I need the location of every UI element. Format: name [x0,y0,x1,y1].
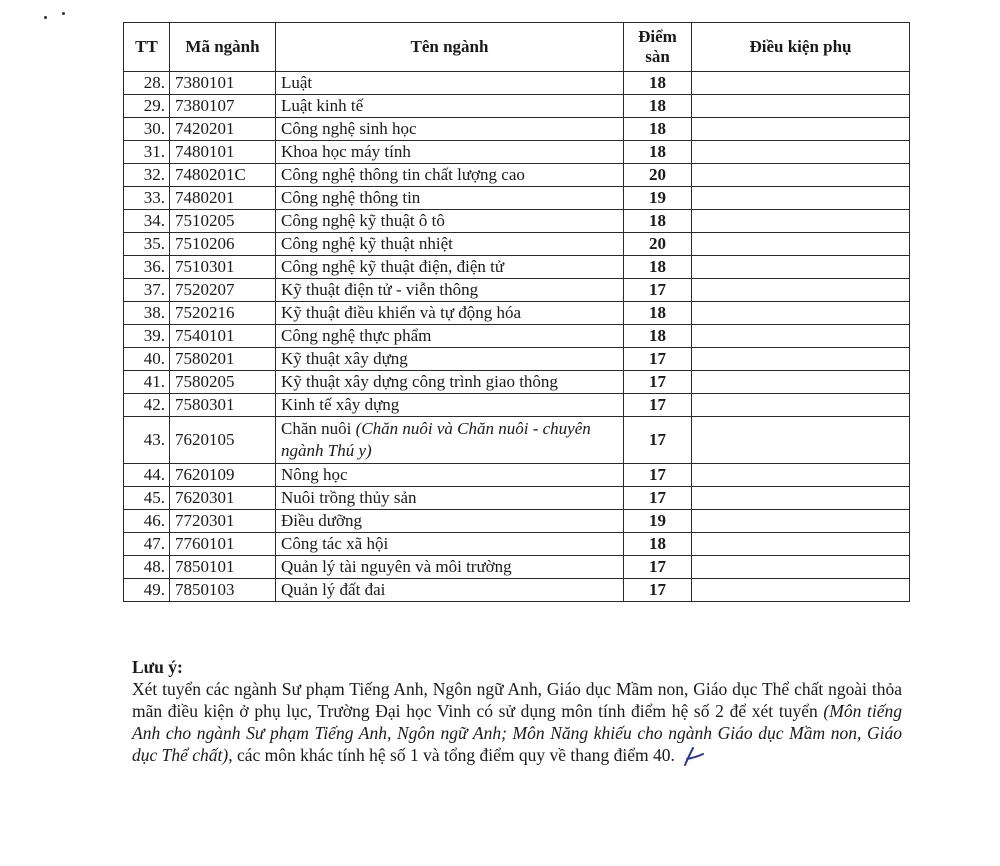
note-text-part2: , các môn khác tính hệ số 1 và tổng điểm quy về thang điểm 40. [228,745,675,765]
cell-code: 7380101 [170,72,276,95]
cell-name: Nuôi trồng thủy sản [276,487,624,510]
cell-score: 18 [624,141,692,164]
table-row [124,533,910,556]
cell-code: 7850103 [170,579,276,602]
cell-condition [692,579,910,602]
table-row [124,325,910,348]
cell-code: 7510301 [170,256,276,279]
cell-name: Kỹ thuật xây dựng [276,348,624,371]
note-block [132,656,902,768]
cell-condition [692,487,910,510]
cell-code: 7620301 [170,487,276,510]
table-row [124,487,910,510]
cell-score: 17 [624,371,692,394]
cell-condition [692,464,910,487]
cell-condition [692,325,910,348]
cell-condition [692,510,910,533]
cell-name: Quản lý tài nguyên và môi trường [276,556,624,579]
cell-name-main: Chăn nuôi [281,419,352,438]
cell-name: Khoa học máy tính [276,141,624,164]
cell-score: 18 [624,256,692,279]
cell-name: Nông học [276,464,624,487]
cell-condition [692,164,910,187]
table-row [124,579,910,602]
cell-score: 18 [624,95,692,118]
cell-tt: 37. [124,279,170,302]
cell-score: 19 [624,187,692,210]
cell-code: 7380107 [170,95,276,118]
cell-name [276,417,624,464]
cell-condition [692,371,910,394]
cell-score: 17 [624,464,692,487]
table-row [124,72,910,95]
cell-condition [692,233,910,256]
score-table [123,22,910,602]
cell-code: 7620105 [170,417,276,464]
header-condition: Điều kiện phụ [692,23,910,72]
cell-condition [692,256,910,279]
cell-tt: 32. [124,164,170,187]
cell-tt: 42. [124,394,170,417]
cell-name: Điều dưỡng [276,510,624,533]
cell-code: 7420201 [170,118,276,141]
cell-condition [692,394,910,417]
table-row [124,510,910,533]
cell-score: 18 [624,72,692,95]
cell-tt: 41. [124,371,170,394]
cell-score: 17 [624,279,692,302]
header-code: Mã ngành [170,23,276,72]
cell-tt: 31. [124,141,170,164]
header-score-line1: Điểm [638,27,677,46]
cell-score: 20 [624,164,692,187]
cell-tt: 43. [124,417,170,464]
cell-score: 17 [624,556,692,579]
table-row [124,464,910,487]
cell-score: 18 [624,118,692,141]
cell-name: Kỹ thuật xây dựng công trình giao thông [276,371,624,394]
cell-name: Công nghệ sinh học [276,118,624,141]
cell-score: 18 [624,302,692,325]
cell-name-note: (Chăn nuôi và Chăn nuôi - chuyên ngành Thú y) [281,419,591,460]
cell-score: 20 [624,233,692,256]
cell-code: 7510205 [170,210,276,233]
scan-artifact [40,10,70,22]
cell-code: 7720301 [170,510,276,533]
cell-tt: 36. [124,256,170,279]
table-row [124,256,910,279]
table-row [124,348,910,371]
cell-name: Kỹ thuật điện tử - viễn thông [276,279,624,302]
cell-name: Quản lý đất đai [276,579,624,602]
table-row [124,233,910,256]
cell-tt: 45. [124,487,170,510]
table-row [124,187,910,210]
note-text-part1: Xét tuyển các ngành Sư phạm Tiếng Anh, Ngôn ngữ Anh, Giáo dục Mầm non, Giáo dục Thể chất ngoài thỏa mãn điều kiện ở phụ lục, Trường Đại học Vinh có sử dụng môn tính điểm hệ số 2 để xét tuyển [132,679,902,721]
cell-condition [692,118,910,141]
cell-code: 7480201 [170,187,276,210]
cell-score: 18 [624,325,692,348]
cell-code: 7760101 [170,533,276,556]
table-row [124,417,910,464]
cell-name: Kỹ thuật điều khiển và tự động hóa [276,302,624,325]
cell-condition [692,210,910,233]
note-title: Lưu ý: [132,657,183,677]
cell-score: 17 [624,487,692,510]
cell-code: 7510206 [170,233,276,256]
cell-tt: 34. [124,210,170,233]
cell-code: 7580301 [170,394,276,417]
cell-condition [692,187,910,210]
cell-score: 19 [624,510,692,533]
cell-tt: 48. [124,556,170,579]
cell-code: 7520216 [170,302,276,325]
table-row [124,371,910,394]
cell-name: Công nghệ thông tin [276,187,624,210]
header-name: Tên ngành [276,23,624,72]
cell-code: 7620109 [170,464,276,487]
cell-name: Công nghệ thực phẩm [276,325,624,348]
cell-name: Kinh tế xây dựng [276,394,624,417]
cell-tt: 33. [124,187,170,210]
table-row [124,302,910,325]
cell-tt: 35. [124,233,170,256]
cell-score: 17 [624,348,692,371]
cell-name: Luật kinh tế [276,95,624,118]
cell-name: Công nghệ thông tin chất lượng cao [276,164,624,187]
cell-tt: 28. [124,72,170,95]
cell-code: 7540101 [170,325,276,348]
table-row [124,210,910,233]
cell-score: 17 [624,579,692,602]
header-tt: TT [124,23,170,72]
table-row [124,141,910,164]
cell-tt: 30. [124,118,170,141]
cell-condition [692,533,910,556]
table-row [124,394,910,417]
header-score [624,23,692,72]
table-row [124,556,910,579]
cell-name: Công nghệ kỹ thuật ô tô [276,210,624,233]
cell-name: Công nghệ kỹ thuật điện, điện tử [276,256,624,279]
cell-tt: 38. [124,302,170,325]
cell-name: Công nghệ kỹ thuật nhiệt [276,233,624,256]
cell-tt: 39. [124,325,170,348]
cell-condition [692,72,910,95]
handwritten-mark-icon [679,746,705,768]
cell-code: 7520207 [170,279,276,302]
table-row [124,164,910,187]
cell-tt: 40. [124,348,170,371]
cell-tt: 44. [124,464,170,487]
cell-code: 7580205 [170,371,276,394]
cell-score: 18 [624,533,692,556]
cell-name: Công tác xã hội [276,533,624,556]
table-row [124,95,910,118]
cell-condition [692,95,910,118]
table-header-row [124,23,910,72]
cell-condition [692,141,910,164]
cell-score: 17 [624,394,692,417]
table-body [124,72,910,602]
cell-condition [692,348,910,371]
note-text-italic: (Môn tiếng Anh cho ngành Sư phạm Tiếng Anh, Ngôn ngữ Anh; Môn Năng khiếu cho ngành Giáo dục Mầm non, Giáo dục Thể chất) [132,701,903,765]
cell-code: 7480201C [170,164,276,187]
cell-condition [692,279,910,302]
cell-condition [692,302,910,325]
cell-condition [692,417,910,464]
cell-score: 17 [624,417,692,464]
table-row [124,279,910,302]
cell-code: 7580201 [170,348,276,371]
header-score-line2: sàn [645,47,670,66]
cell-tt: 46. [124,510,170,533]
cell-code: 7480101 [170,141,276,164]
cell-code: 7850101 [170,556,276,579]
cell-condition [692,556,910,579]
cell-tt: 29. [124,95,170,118]
table-row [124,118,910,141]
note-text [132,678,902,768]
cell-tt: 47. [124,533,170,556]
cell-tt: 49. [124,579,170,602]
cell-score: 18 [624,210,692,233]
cell-name: Luật [276,72,624,95]
